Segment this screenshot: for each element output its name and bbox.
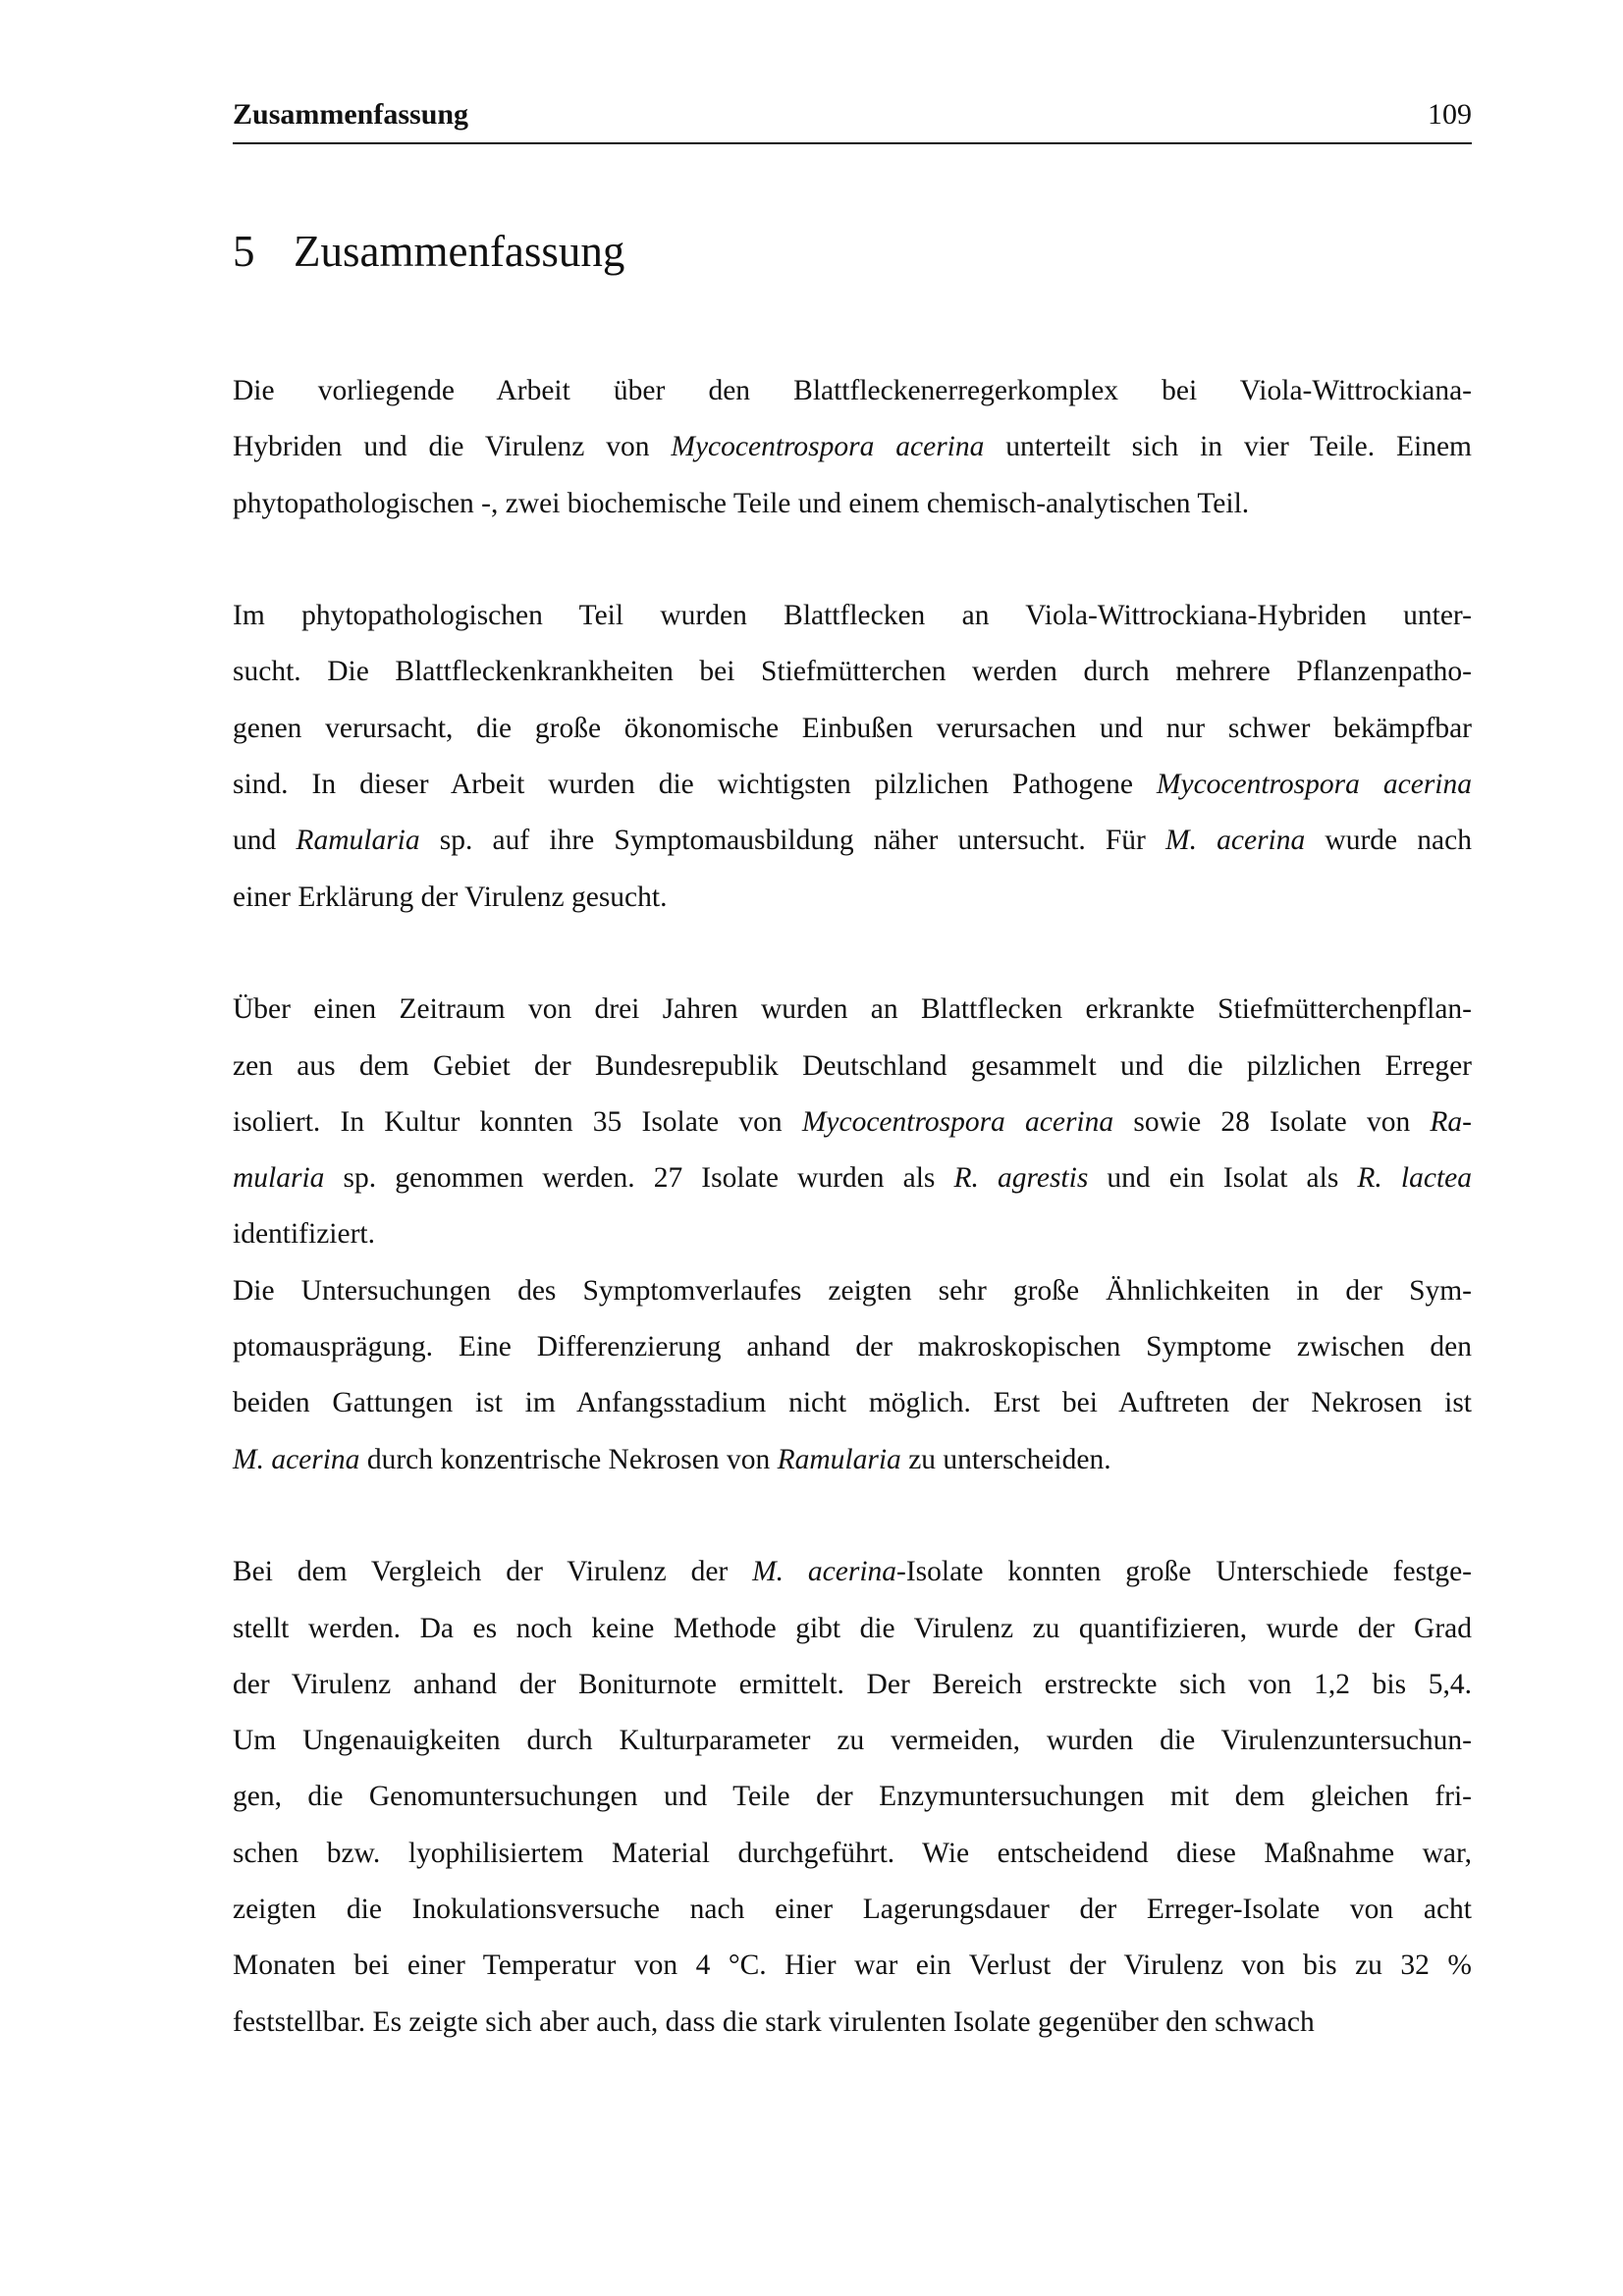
paragraph: [233, 588, 1472, 926]
italic-term: Mycocentrospora acerina: [1156, 769, 1472, 801]
text-run: Bei dem Vergleich der Virulenz der: [233, 1556, 753, 1588]
text-run: phytopathologischen -, zwei biochemische Teile und einem chemisch-analytischen Teil.: [233, 487, 1250, 519]
text-run: -Isolate konnten große Unterschiede festge-: [896, 1556, 1472, 1588]
paragraph: [233, 982, 1472, 1262]
chapter-heading: [233, 222, 624, 281]
text-line: [233, 982, 1472, 1038]
italic-term: Ra-: [1430, 1105, 1472, 1138]
text-run: ptomausprägung. Eine Differenzierung anhand der makroskopischen Symptome zwischen den: [233, 1331, 1472, 1363]
text-run: unterteilt sich in vier Teile. Einem: [984, 431, 1473, 463]
paragraph-spacer: [233, 1488, 1472, 1544]
text-line: [233, 588, 1472, 644]
italic-term: M. acerina: [233, 1443, 360, 1475]
text-line: [233, 1039, 1472, 1095]
text-run: gen, die Genomuntersuchungen und Teile der Enzymuntersuchungen mit dem gleichen fri-: [233, 1781, 1472, 1813]
text-line: [233, 644, 1472, 700]
italic-term: M. acerina: [1165, 825, 1306, 857]
text-run: durch konzentrische Nekrosen von: [359, 1443, 778, 1475]
text-line: [233, 1826, 1472, 1882]
text-line: [233, 1095, 1472, 1150]
text-line: [233, 1544, 1472, 1600]
text-run: einer Erklärung der Virulenz gesucht.: [233, 881, 668, 913]
body-text: [233, 363, 1472, 2051]
italic-term: M. acerina: [752, 1556, 897, 1588]
text-run: zu unterscheiden.: [900, 1443, 1111, 1475]
text-run: Die vorliegende Arbeit über den Blattfleckenerregerkomplex bei Viola-Wittrockiana-: [233, 375, 1472, 406]
text-run: genen verursacht, die große ökonomische Einbußen verursachen und nur schwer bekämpfbar: [233, 712, 1472, 744]
text-run: Die Untersuchungen des Symptomverlaufes zeigten sehr große Ähnlichkeiten in der Sym-: [233, 1274, 1472, 1307]
italic-term: R. lactea: [1357, 1162, 1472, 1195]
paragraph-spacer: [233, 926, 1472, 982]
text-run: sind. In dieser Arbeit wurden die wichtigsten pilzlichen Pathogene: [233, 769, 1157, 801]
italic-term: mularia: [233, 1162, 325, 1195]
text-run: schen bzw. lyophilisiertem Material durchgeführt. Wie entscheidend diese Maßnahme war,: [233, 1837, 1472, 1869]
text-line: [233, 419, 1472, 475]
running-header: [233, 95, 1472, 144]
text-run: wurde nach: [1305, 825, 1472, 857]
text-run: Hybriden und die Virulenz von: [233, 431, 672, 463]
italic-term: Ramularia: [777, 1443, 901, 1475]
text-run: der Virulenz anhand der Boniturnote ermittelt. Der Bereich erstreckte sich von 1,2 bis 5,4.: [233, 1668, 1472, 1700]
text-run: feststellbar. Es zeigte sich aber auch, dass die stark virulenten Isolate gegenüber den schwach: [233, 2005, 1315, 2038]
page-number: 109: [1428, 98, 1472, 131]
italic-term: Mycocentrospora acerina: [671, 431, 985, 463]
text-line: [233, 870, 1472, 926]
text-run: Monaten bei einer Temperatur von 4 °C. Hier war ein Verlust der Virulenz von bis zu 32 %: [233, 1949, 1472, 1982]
chapter-title: Zusammenfassung: [294, 227, 625, 276]
text-line: [233, 1432, 1472, 1488]
text-line: [233, 1657, 1472, 1713]
text-line: [233, 1263, 1472, 1319]
text-run: zen aus dem Gebiet der Bundesrepublik Deutschland gesammelt und die pilzlichen Erreger: [233, 1049, 1472, 1082]
text-run: Über einen Zeitraum von drei Jahren wurden an Blattflecken erkrankte Stiefmütterchenpflan-: [233, 993, 1472, 1026]
text-run: und ein Isolat als: [1088, 1162, 1358, 1195]
text-run: sowie 28 Isolate von: [1113, 1105, 1431, 1138]
text-line: [233, 1375, 1472, 1431]
italic-term: Mycocentrospora acerina: [801, 1105, 1114, 1138]
text-run: stellt werden. Da es noch keine Methode gibt die Virulenz zu quantifizieren, wurde der Grad: [233, 1612, 1472, 1644]
text-run: beiden Gattungen ist im Anfangsstadium nicht möglich. Erst bei Auftreten der Nekrosen ist: [233, 1387, 1472, 1419]
italic-term: R. agrestis: [953, 1162, 1089, 1195]
text-run: isoliert. In Kultur konnten 35 Isolate von: [233, 1105, 802, 1138]
text-run: identifiziert.: [233, 1218, 375, 1251]
paragraph-spacer: [233, 532, 1472, 588]
text-run: zeigten die Inokulationsversuche nach einer Lagerungsdauer der Erreger-Isolate von acht: [233, 1894, 1472, 1926]
text-line: [233, 363, 1472, 419]
text-line: [233, 757, 1472, 813]
text-run: Im phytopathologischen Teil wurden Blattflecken an Viola-Wittrockiana-Hybriden unter-: [233, 600, 1472, 632]
text-run: und: [233, 825, 297, 857]
text-run: sp. genommen werden. 27 Isolate wurden als: [324, 1162, 954, 1195]
text-line: [233, 1995, 1472, 2051]
chapter-number: 5: [233, 227, 255, 276]
text-line: [233, 1150, 1472, 1206]
running-header-title: Zusammenfassung: [233, 98, 469, 131]
text-run: sucht. Die Blattfleckenkrankheiten bei Stiefmütterchen werden durch mehrere Pflanzenpatho-: [233, 656, 1472, 688]
paragraph: [233, 363, 1472, 532]
text-line: [233, 1769, 1472, 1825]
text-line: [233, 1938, 1472, 1994]
paragraph: [233, 1263, 1472, 1488]
paragraph: [233, 1544, 1472, 2051]
text-line: [233, 1319, 1472, 1375]
text-line: [233, 1206, 1472, 1262]
text-line: [233, 1882, 1472, 1938]
text-line: [233, 476, 1472, 532]
text-run: sp. auf ihre Symptomausbildung näher untersucht. Für: [419, 825, 1166, 857]
italic-term: Ramularia: [296, 825, 420, 857]
text-run: Um Ungenauigkeiten durch Kulturparameter zu vermeiden, wurden die Virulenzuntersuchun-: [233, 1725, 1472, 1757]
text-line: [233, 701, 1472, 757]
text-line: [233, 1713, 1472, 1769]
text-line: [233, 813, 1472, 869]
text-line: [233, 1601, 1472, 1657]
